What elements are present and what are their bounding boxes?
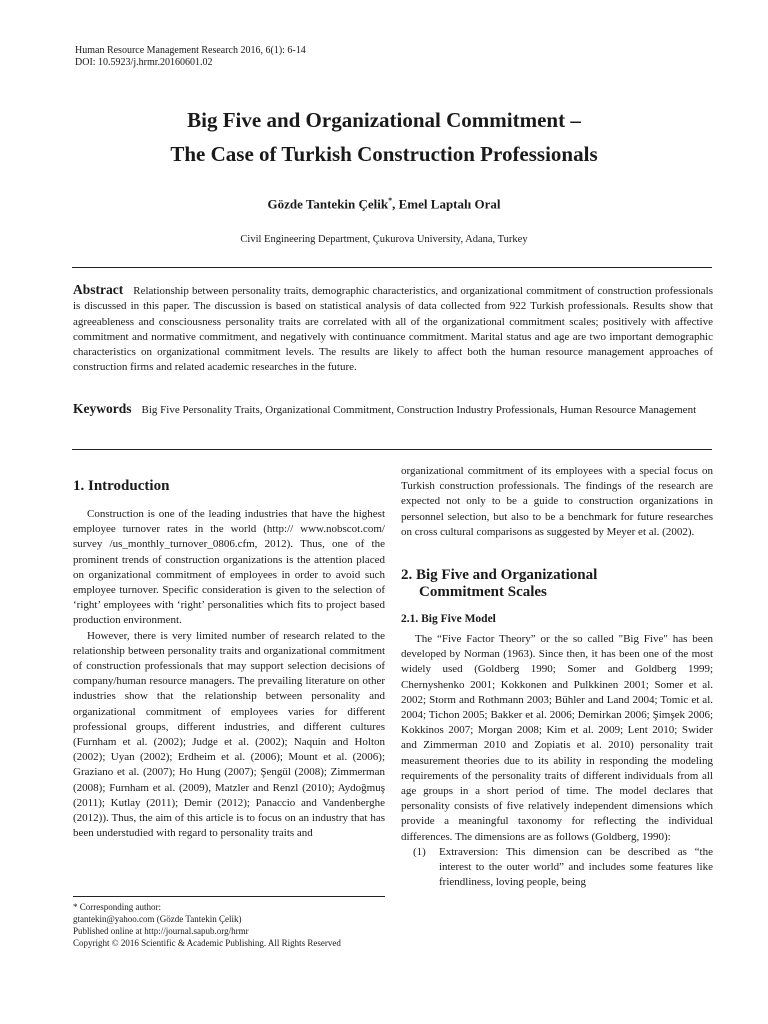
right-column [401,464,713,890]
section-heading-introduction: 1. Introduction [73,478,170,494]
intro-paragraph-3: organizational commitment of its employees with a special focus on Turkish construction professionals. The findings of the research are expected not only to be a guide to construction organizations in personnel selection, but also to be a benchmark for future researches on cross cultural comparisons as suggested by Meyer et al. (2002). [401,465,713,538]
section-2-title-line-1: Big Five and Organizational [416,567,598,584]
intro-paragraph-2: However, there is very limited number of research related to the relationship between personality traits and organizational commitment of construction professionals that may support selection decisions of company/human resource managers. The prevailing literature on other industries show that the relationship between personality and organizational commitment of employees varies for different professional groups, different industries, and different cultures (Furnham et al. (2002); Judge et al. (2002); Naquin and Holton (2002); Uyan (2002); Erdheim et al. (2006); Mount et al. (2006); Graziano et al. (2007); Ho Hung (2007); Şengül (2008); Zimmerman (2008); Furnham et al. (2009), Matzler and Renzl (2010); Aydoğmuş (2011); Kutlay (2011); Demir (2012); Panaccio and Vandenberghe (2012)). Thus, the aim of this article is to focus on an industry that has been understudied with regard to personality traits and [73,629,385,840]
paper-title-line-2: The Case of Turkish Construction Professionals [170,142,598,166]
footnote-published[interactable]: Published online at http://journal.sapub.org/hrmr [73,926,249,936]
list-item-number: (1) [413,845,426,858]
section-2-number: 2. [401,567,413,584]
footnote-copyright: Copyright © 2016 Scientific & Academic Publishing. All Rights Reserved [73,938,341,948]
left-column [73,478,385,841]
footnote-divider [73,896,385,897]
subsection-heading-2-1: 2.1. Big Five Model [401,613,496,626]
divider-bottom [72,449,712,450]
author-1: Gözde Tantekin Çelik [267,196,389,212]
list-item [401,845,713,891]
intro-paragraph-1: Construction is one of the leading industries that have the highest employee turnover rates in the world (http:// www.nobscot.com/ survey /us_monthly_turnover_0806.cfm, 2012). Thus, one of the prominent trends of construction organizations is the attention placed on organizational commitment of employees in order to avoid such employee turnover. Specific consideration is given to the selection of ‘right’ employees with ‘right’ personalities which fits to project based production environment. [73,508,385,627]
abstract [73,282,713,376]
authors [0,196,768,212]
journal-citation: Human Resource Management Research 2016, 6(1): 6-14 [75,45,306,56]
paper-title-line-1: Big Five and Organizational Commitment – [187,108,581,132]
section-heading-2 [401,567,713,601]
section-2-1-paragraph: The “Five Factor Theory” or the so called "Big Five" has been developed by Norman (1963). Since then, it has been one of the most widely used (Goldberg 1990; Somer and Goldberg 1999; Chernyshenko 2001; Kokkonen and Pulkkinen 2001; Somer et al. 2002; Storm and Rothmann 2003; Bühler and Land 2004; Tomic et al. 2004; Tichon 2005; Bakker et al. 2006; Demirkan 2006; Şimşek 2006; Kokkinos 2007; Morgan 2008; Kim et al. 2009; Lent 2010; Swider and Zimmerman 2010 and Zopiatis et al. 2010) personality trait measurement theories due to its ability in responding the modeling requirements of the personality traits of different individuals from all age groups in a short period of time. The model declares that personality consists of five relatively independent dimensions which provide a meaningful taxonomy for reflecting the individual differences. The dimensions are as follows (Goldberg, 1990): [401,633,713,843]
author-2: , Emel Laptalı Oral [392,196,501,212]
doi[interactable]: DOI: 10.5923/j.hrmr.20160601.02 [75,57,213,68]
list-item-text: Extraversion: This dimension can be described as “the interest to the outer world” and includes some features like friendliness, loving people, being [439,845,713,889]
keywords-label: Keywords [73,401,132,416]
abstract-label: Abstract [73,282,124,297]
keywords-text: Big Five Personality Traits, Organizational Commitment, Construction Industry Professionals, Human Resource Management [141,404,697,416]
section-2-title-line-2: Commitment Scales [419,584,547,601]
abstract-text: Relationship between personality traits, demographic characteristics, and organizational commitment of construction professionals is discussed in this paper. The discussion is based on statistical analysis of data collected from 922 Turkish professionals. Results show that agreeableness and consciousness personality traits are correlated with all of the organizational commitment scales; positively with affective commitment and normative commitment, and negatively with continuance commitment. Marital status and age are two important demographic characteristics on organizational commitment levels. The results are likely to affect both the human resource management approaches of construction firms and related academic researches in the future. [73,285,713,374]
footnote-corresponding: * Corresponding author: [73,902,161,912]
footnote-email[interactable]: gtantekin@yahoo.com (Gözde Tantekin Çelik) [73,914,242,924]
affiliation: Civil Engineering Department, Çukurova University, Adana, Turkey [240,234,528,245]
corresponding-author-mark: * [388,196,393,205]
divider-top [72,267,712,268]
keywords [73,401,713,418]
